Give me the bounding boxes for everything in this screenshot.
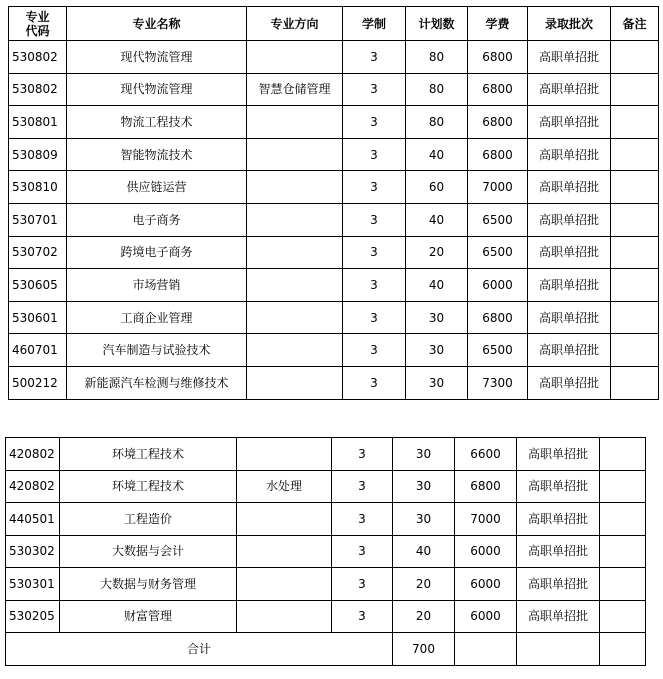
cell-direction	[247, 236, 343, 269]
table-row	[9, 334, 659, 367]
cell-plan: 30	[393, 438, 455, 471]
cell-code: 530301	[6, 568, 60, 601]
cell-fee: 6800	[455, 470, 517, 503]
cell-plan: 40	[406, 138, 468, 171]
header-plan: 计划数	[406, 7, 468, 41]
cell-name: 跨境电子商务	[67, 236, 247, 269]
cell-direction	[247, 269, 343, 302]
total-batch-cell	[517, 633, 600, 666]
table-row	[6, 535, 646, 568]
cell-code: 500212	[9, 366, 67, 399]
cell-fee: 6800	[468, 106, 528, 139]
cell-direction: 智慧仓储管理	[247, 73, 343, 106]
cell-name: 现代物流管理	[67, 41, 247, 74]
cell-code: 530802	[9, 41, 67, 74]
cell-direction	[237, 535, 332, 568]
cell-years: 3	[343, 106, 406, 139]
cell-note	[611, 269, 659, 302]
cell-plan: 30	[406, 366, 468, 399]
table-row	[9, 366, 659, 399]
cell-name: 工商企业管理	[67, 301, 247, 334]
cell-fee: 7000	[468, 171, 528, 204]
cell-years: 3	[343, 41, 406, 74]
cell-plan: 30	[406, 301, 468, 334]
cell-years: 3	[343, 366, 406, 399]
cell-code: 530605	[9, 269, 67, 302]
cell-direction	[247, 301, 343, 334]
cell-years: 3	[343, 171, 406, 204]
cell-fee: 6000	[455, 600, 517, 633]
cell-direction	[237, 438, 332, 471]
table-row	[6, 470, 646, 503]
table-row	[6, 568, 646, 601]
cell-plan: 80	[406, 106, 468, 139]
cell-years: 3	[332, 438, 393, 471]
cell-batch: 高职单招批	[528, 171, 611, 204]
cell-code: 530701	[9, 203, 67, 236]
cell-name: 供应链运营	[67, 171, 247, 204]
cell-note	[611, 41, 659, 74]
cell-fee: 6800	[468, 301, 528, 334]
cell-years: 3	[343, 203, 406, 236]
cell-name: 智能物流技术	[67, 138, 247, 171]
header-name: 专业名称	[67, 7, 247, 41]
cell-batch: 高职单招批	[528, 366, 611, 399]
cell-batch: 高职单招批	[528, 73, 611, 106]
cell-fee: 6800	[468, 138, 528, 171]
enrollment-plan-table-2	[5, 437, 646, 666]
total-plan: 700	[393, 633, 455, 666]
cell-years: 3	[332, 600, 393, 633]
cell-code: 440501	[6, 503, 60, 536]
cell-plan: 60	[406, 171, 468, 204]
cell-name: 市场营销	[67, 269, 247, 302]
cell-direction	[237, 568, 332, 601]
cell-fee: 6800	[468, 41, 528, 74]
table-row	[9, 236, 659, 269]
cell-code: 420802	[6, 470, 60, 503]
cell-direction: 水处理	[237, 470, 332, 503]
cell-fee: 6000	[455, 535, 517, 568]
cell-note	[611, 366, 659, 399]
cell-direction	[247, 138, 343, 171]
cell-name: 新能源汽车检测与维修技术	[67, 366, 247, 399]
table-row	[9, 269, 659, 302]
total-label: 合计	[6, 633, 393, 666]
cell-plan: 20	[393, 600, 455, 633]
cell-years: 3	[343, 269, 406, 302]
enrollment-plan-table-1	[8, 6, 659, 400]
cell-code: 530810	[9, 171, 67, 204]
table-row	[9, 73, 659, 106]
cell-batch: 高职单招批	[528, 106, 611, 139]
cell-name: 财富管理	[60, 600, 237, 633]
cell-direction	[247, 171, 343, 204]
table-row	[9, 106, 659, 139]
cell-batch: 高职单招批	[528, 236, 611, 269]
cell-years: 3	[332, 535, 393, 568]
cell-years: 3	[343, 301, 406, 334]
table-row	[9, 203, 659, 236]
cell-note	[611, 73, 659, 106]
table-row	[9, 41, 659, 74]
header-direction: 专业方向	[247, 7, 343, 41]
cell-fee: 6000	[468, 269, 528, 302]
cell-plan: 80	[406, 41, 468, 74]
total-row	[6, 633, 646, 666]
cell-direction	[247, 41, 343, 74]
cell-code: 420802	[6, 438, 60, 471]
table-row	[6, 600, 646, 633]
cell-note	[600, 535, 646, 568]
cell-name: 汽车制造与试验技术	[67, 334, 247, 367]
table-header-row	[9, 7, 659, 41]
cell-batch: 高职单招批	[517, 438, 600, 471]
cell-years: 3	[332, 568, 393, 601]
cell-plan: 40	[406, 203, 468, 236]
cell-note	[600, 438, 646, 471]
cell-name: 电子商务	[67, 203, 247, 236]
cell-note	[611, 334, 659, 367]
cell-batch: 高职单招批	[528, 203, 611, 236]
cell-code: 530802	[9, 73, 67, 106]
cell-code: 530809	[9, 138, 67, 171]
cell-years: 3	[343, 334, 406, 367]
cell-fee: 7300	[468, 366, 528, 399]
cell-name: 环境工程技术	[60, 438, 237, 471]
cell-batch: 高职单招批	[517, 470, 600, 503]
cell-years: 3	[332, 503, 393, 536]
cell-code: 530801	[9, 106, 67, 139]
cell-direction	[237, 600, 332, 633]
cell-plan: 80	[406, 73, 468, 106]
total-note-cell	[600, 633, 646, 666]
cell-note	[611, 106, 659, 139]
cell-batch: 高职单招批	[517, 600, 600, 633]
cell-batch: 高职单招批	[517, 503, 600, 536]
cell-name: 物流工程技术	[67, 106, 247, 139]
cell-batch: 高职单招批	[517, 535, 600, 568]
cell-name: 大数据与财务管理	[60, 568, 237, 601]
cell-name: 环境工程技术	[60, 470, 237, 503]
cell-years: 3	[343, 73, 406, 106]
cell-name: 现代物流管理	[67, 73, 247, 106]
cell-fee: 6600	[455, 438, 517, 471]
cell-batch: 高职单招批	[528, 41, 611, 74]
header-code: 专业代码	[9, 7, 67, 41]
cell-note	[600, 470, 646, 503]
cell-fee: 6500	[468, 236, 528, 269]
table-row	[6, 503, 646, 536]
cell-years: 3	[343, 236, 406, 269]
cell-direction	[247, 106, 343, 139]
cell-plan: 40	[393, 535, 455, 568]
cell-batch: 高职单招批	[528, 138, 611, 171]
cell-code: 530601	[9, 301, 67, 334]
cell-plan: 20	[406, 236, 468, 269]
cell-code: 530302	[6, 535, 60, 568]
header-batch: 录取批次	[528, 7, 611, 41]
table-row	[9, 138, 659, 171]
table-row	[9, 301, 659, 334]
cell-note	[600, 503, 646, 536]
cell-note	[611, 171, 659, 204]
cell-plan: 30	[393, 470, 455, 503]
cell-plan: 30	[406, 334, 468, 367]
table-row	[9, 171, 659, 204]
cell-note	[611, 138, 659, 171]
cell-code: 530702	[9, 236, 67, 269]
cell-direction	[247, 203, 343, 236]
cell-note	[600, 568, 646, 601]
cell-name: 大数据与会计	[60, 535, 237, 568]
cell-fee: 6500	[468, 334, 528, 367]
cell-direction	[247, 334, 343, 367]
cell-fee: 6800	[468, 73, 528, 106]
cell-fee: 6500	[468, 203, 528, 236]
cell-direction	[247, 366, 343, 399]
cell-batch: 高职单招批	[528, 301, 611, 334]
cell-plan: 40	[406, 269, 468, 302]
cell-batch: 高职单招批	[528, 269, 611, 302]
cell-note	[611, 203, 659, 236]
cell-plan: 30	[393, 503, 455, 536]
header-note: 备注	[611, 7, 659, 41]
cell-note	[600, 600, 646, 633]
cell-batch: 高职单招批	[517, 568, 600, 601]
total-fee-cell	[455, 633, 517, 666]
cell-code: 530205	[6, 600, 60, 633]
header-fee: 学费	[468, 7, 528, 41]
cell-fee: 7000	[455, 503, 517, 536]
cell-code: 460701	[9, 334, 67, 367]
cell-fee: 6000	[455, 568, 517, 601]
header-years: 学制	[343, 7, 406, 41]
cell-years: 3	[343, 138, 406, 171]
cell-direction	[237, 503, 332, 536]
table-row	[6, 438, 646, 471]
cell-plan: 20	[393, 568, 455, 601]
cell-name: 工程造价	[60, 503, 237, 536]
cell-years: 3	[332, 470, 393, 503]
cell-batch: 高职单招批	[528, 334, 611, 367]
cell-note	[611, 301, 659, 334]
cell-note	[611, 236, 659, 269]
